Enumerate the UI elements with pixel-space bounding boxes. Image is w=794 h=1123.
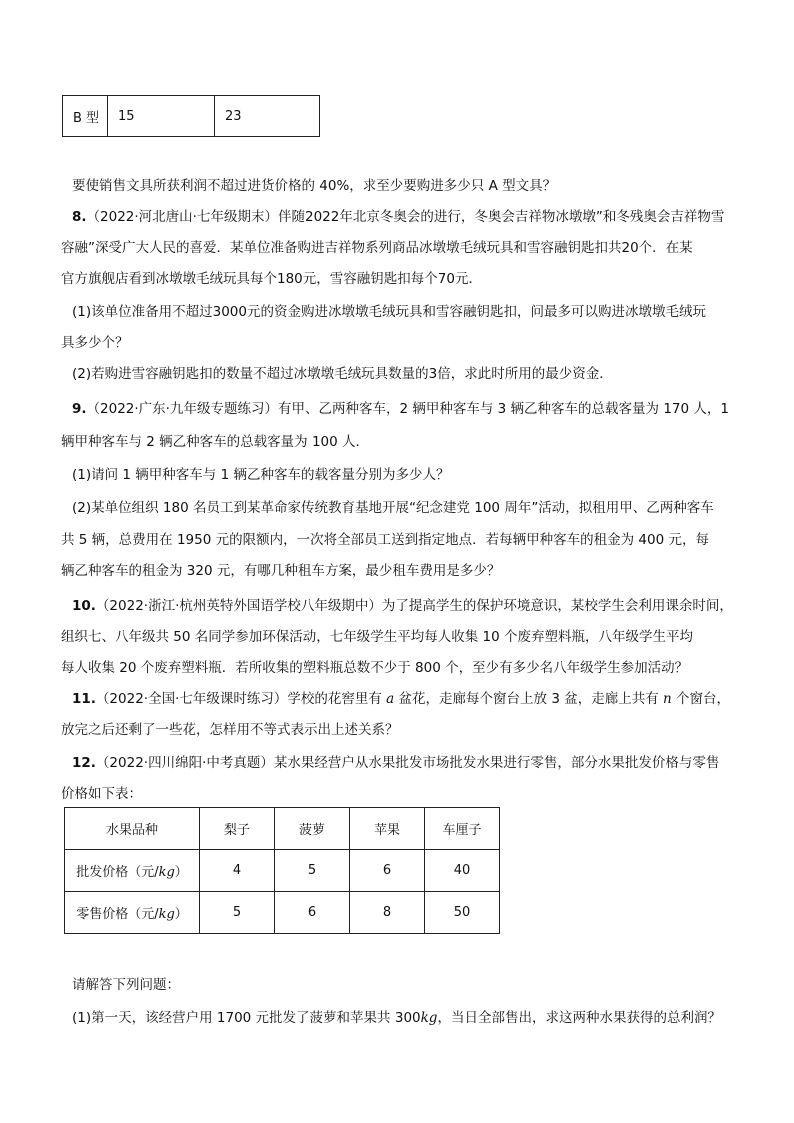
q12-line: 12.（2022·四川绵阳·中考真题）某水果经营户从水果批发市场批发水果进行零售，部分水果批发价格与零售: [72, 755, 720, 771]
q10-source: （2022·浙江·杭州英特外国语学校八年级期中）: [95, 598, 382, 614]
table-header: 水果品种: [65, 808, 200, 850]
table-cell: 40: [425, 850, 500, 892]
q12-prompt: 请解答下列问题：: [72, 977, 180, 993]
table-cell: B 型: [63, 96, 108, 137]
table-cell: 6: [350, 850, 425, 892]
table-header: 菠萝: [275, 808, 350, 850]
q9-sub2: 共 5 辆，总费用在 1950 元的限额内，一次将全部员工送到指定地点．若每辆甲种客车的租金为 400 元，每: [61, 532, 709, 548]
q8-sub1: 具多少个？: [61, 335, 129, 351]
table-cell: 6: [275, 892, 350, 934]
q12-number: 12.: [72, 755, 96, 771]
variable-n: n: [663, 691, 672, 707]
q9-line: 辆甲种客车与 2 辆乙种客车的总载客量为 100 人．: [61, 434, 370, 450]
q9-line: 9.（2022·广东·九年级专题练习）有甲、乙两种客车，2 辆甲种客车与 3 辆乙种客车的总载客量为 170 人，1: [72, 401, 729, 417]
table-cell: 4: [200, 850, 275, 892]
q10-number: 10.: [72, 598, 96, 614]
row-label: 批发价格（元/kg）: [65, 850, 200, 892]
q8-line: 8.（2022·河北唐山·七年级期末）伴随2022年北京冬奥会的进行，冬奥会吉祥物冰墩墩”和冬残奥会吉祥物雪: [72, 209, 725, 225]
q11-source: （2022·全国·七年级课时练习）: [95, 691, 288, 707]
q10-line: 组织七、八年级共 50 名同学参加环保活动，七年级学生平均每人收集 10 个废弃塑料瓶，八年级学生平均: [61, 629, 694, 645]
table-cell: 8: [350, 892, 425, 934]
table-cell: 15: [108, 96, 215, 137]
q9-sub2: 辆乙种客车的租金为 320 元，有哪几种租车方案，最少租车费用是多少？: [61, 563, 501, 579]
table-cell: 5: [200, 892, 275, 934]
table-row: [65, 808, 500, 850]
variable-a: a: [386, 691, 395, 707]
fruit-price-table: [64, 807, 500, 934]
q8-source: （2022·河北唐山·七年级期末）: [86, 209, 278, 225]
q12-source: （2022·四川绵阳·中考真题）: [95, 755, 274, 771]
q11-line: 放完之后还剩了一些花，怎样用不等式表示出上述关系？: [61, 722, 399, 738]
table-row: [65, 850, 500, 892]
table-header: 车厘子: [425, 808, 500, 850]
table-row: [65, 892, 500, 934]
q9-sub1: (1)请问 1 辆甲种客车与 1 辆乙种客车的载客量分别为多少人？: [72, 467, 450, 483]
q11-line: 11.（2022·全国·七年级课时练习）学校的花窖里有 a 盆花，走廊每个窗台上放 3 盆，走廊上共有 n 个窗台，: [72, 691, 730, 707]
table-cell: 23: [215, 96, 320, 137]
table-header: 梨子: [200, 808, 275, 850]
q8-line: 容融”深受广大人民的喜爱．某单位准备购进吉祥物系列商品冰墩墩毛绒玩具和雪容融钥匙扣共20个．在某: [61, 240, 693, 256]
q12-line: 价格如下表：: [61, 786, 142, 802]
q8-sub2: (2)若购进雪容融钥匙扣的数量不超过冰墩墩毛绒玩具数量的3倍，求此时所用的最少资金．: [72, 366, 613, 382]
q8-number: 8.: [72, 209, 87, 225]
table-cell: 50: [425, 892, 500, 934]
q8-sub1: (1)该单位准备用不超过3000元的资金购进冰墩墩毛绒玩具和雪容融钥匙扣，问最多可以购进冰墩墩毛绒玩: [72, 304, 706, 320]
q9-source: （2022·广东·九年级专题练习）: [86, 401, 278, 417]
q12-sub1: (1)第一天，该经营户用 1700 元批发了菠萝和苹果共 300kg，当日全部售出，求这两种水果获得的总利润？: [72, 1010, 721, 1026]
q9-sub2: (2)某单位组织 180 名员工到某革命家传统教育基地开展“纪念建党 100 周年”活动，拟租用甲、乙两种客车: [72, 500, 714, 516]
row-label: 零售价格（元/kg）: [65, 892, 200, 934]
q7-question: 要使销售文具所获利润不超过进货价格的 40%，求至少要购进多少只 A 型文具？: [72, 178, 557, 194]
q10-line: 10.（2022·浙江·杭州英特外国语学校八年级期中）为了提高学生的保护环境意识，某校学生会利用课余时间，: [72, 598, 733, 614]
q8-line: 官方旗舰店看到冰墩墩毛绒玩具每个180元，雪容融钥匙扣每个70元．: [61, 271, 482, 287]
q9-number: 9.: [72, 401, 87, 417]
q11-number: 11.: [72, 691, 96, 707]
q10-line: 每人收集 20 个废弃塑料瓶．若所收集的塑料瓶总数不少于 800 个，至少有多少名八年级学生参加活动？: [61, 660, 689, 676]
table-row: [63, 96, 320, 137]
table-header: 苹果: [350, 808, 425, 850]
price-table-b: [62, 95, 320, 137]
table-cell: 5: [275, 850, 350, 892]
